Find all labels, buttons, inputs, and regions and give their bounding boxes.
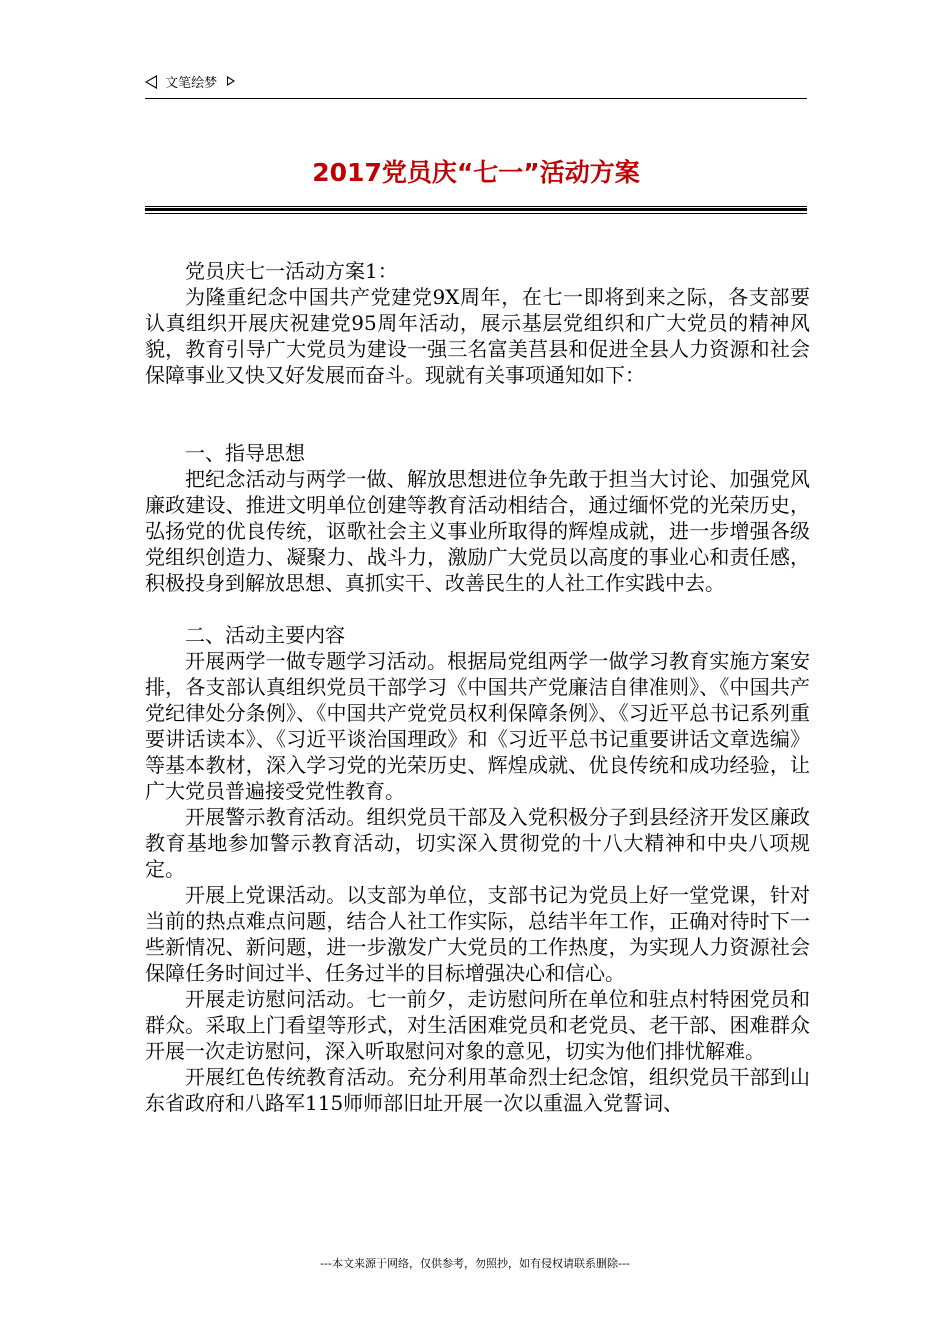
section-2-paragraph-1: 开展两学一做专题学习活动。根据局党组两学一做学习教育实施方案安排，各支部认真组织党员干部学习《中国共产党廉洁自律准则》、《中国共产党纪律处分条例》、《中国共产党党员权利保障条例》、《习近平总书记系列重要讲话读本》、《习近平谈治国理政》和《习近平总书记重要讲话文章选编》等基本教材，深入学习党的光荣历史、辉煌成就、优良传统和成功经验，让广大党员普遍接受党性教育。 (145, 649, 810, 803)
section-1-heading: 一、指导思想 (185, 441, 305, 465)
section-2-paragraph-2: 开展警示教育活动。组织党员干部及入党积极分子到县经济开发区廉政教育基地参加警示教育活动，切实深入贯彻党的十八大精神和中央八项规定。 (145, 805, 810, 881)
title-rule-top (145, 206, 807, 207)
page-footer: ---本文来源于网络，仅供参考，勿照抄，如有侵权请联系删除--- (320, 1257, 630, 1270)
section-2-paragraph-3: 开展上党课活动。以支部为单位，支部书记为党员上好一堂党课，针对当前的热点难点问题，结合人社工作实际，总结半年工作，正确对待时下一些新情况、新问题，进一步激发广大党员的工作热度，为实现人力资源社会保障任务时间过半、任务过半的目标增强决心和信心。 (145, 883, 810, 985)
document-title: 2017党员庆“七一”活动方案 (312, 158, 640, 187)
intro-paragraph: 为隆重纪念中国共产党建党9X周年，在七一即将到来之际，各支部要认真组织开展庆祝建党95周年活动，展示基层党组织和广大党员的精神风貌，教育引导广大党员为建设一强三名富美莒县和促进全县人力资源和社会保障事业又快又好发展而奋斗。现就有关事项通知如下： (145, 285, 810, 387)
spacer (145, 596, 810, 622)
section-1-body: 把纪念活动与两学一做、解放思想进位争先敢于担当大讨论、加强党风廉政建设、推进文明单位创建等教育活动相结合，通过缅怀党的光荣历史，弘扬党的优良传统，讴歌社会主义事业所取得的辉煌成就，进一步增强各级党组织创造力、凝聚力、战斗力，激励广大党员以高度的事业心和责任感，积极投身到解放思想、真抓实干、改善民生的人社工作实践中去。 (145, 467, 810, 595)
section-2-heading: 二、活动主要内容 (185, 623, 345, 647)
section-2-paragraph-4: 开展走访慰问活动。七一前夕，走访慰问所在单位和驻点村特困党员和群众。采取上门看望等形式，对生活困难党员和老党员、老干部、困难群众开展一次走访慰问，深入听取慰问对象的意见，切实为他们排忧解难。 (145, 987, 810, 1063)
document-body (145, 258, 810, 1116)
intro-label: 党员庆七一活动方案1： (185, 259, 398, 283)
header-brand: 文笔绘梦 (165, 76, 218, 91)
title-rule-middle (145, 208, 807, 211)
title-rule-bottom (145, 213, 807, 214)
section-2-paragraph-5: 开展红色传统教育活动。充分利用革命烈士纪念馆，组织党员干部到山东省政府和八路军115师师部旧址开展一次以重温入党誓词、 (145, 1065, 810, 1115)
page-header (145, 74, 807, 99)
triangle-right-icon (227, 76, 235, 86)
triangle-left-icon (145, 75, 157, 89)
spacer (145, 388, 810, 440)
